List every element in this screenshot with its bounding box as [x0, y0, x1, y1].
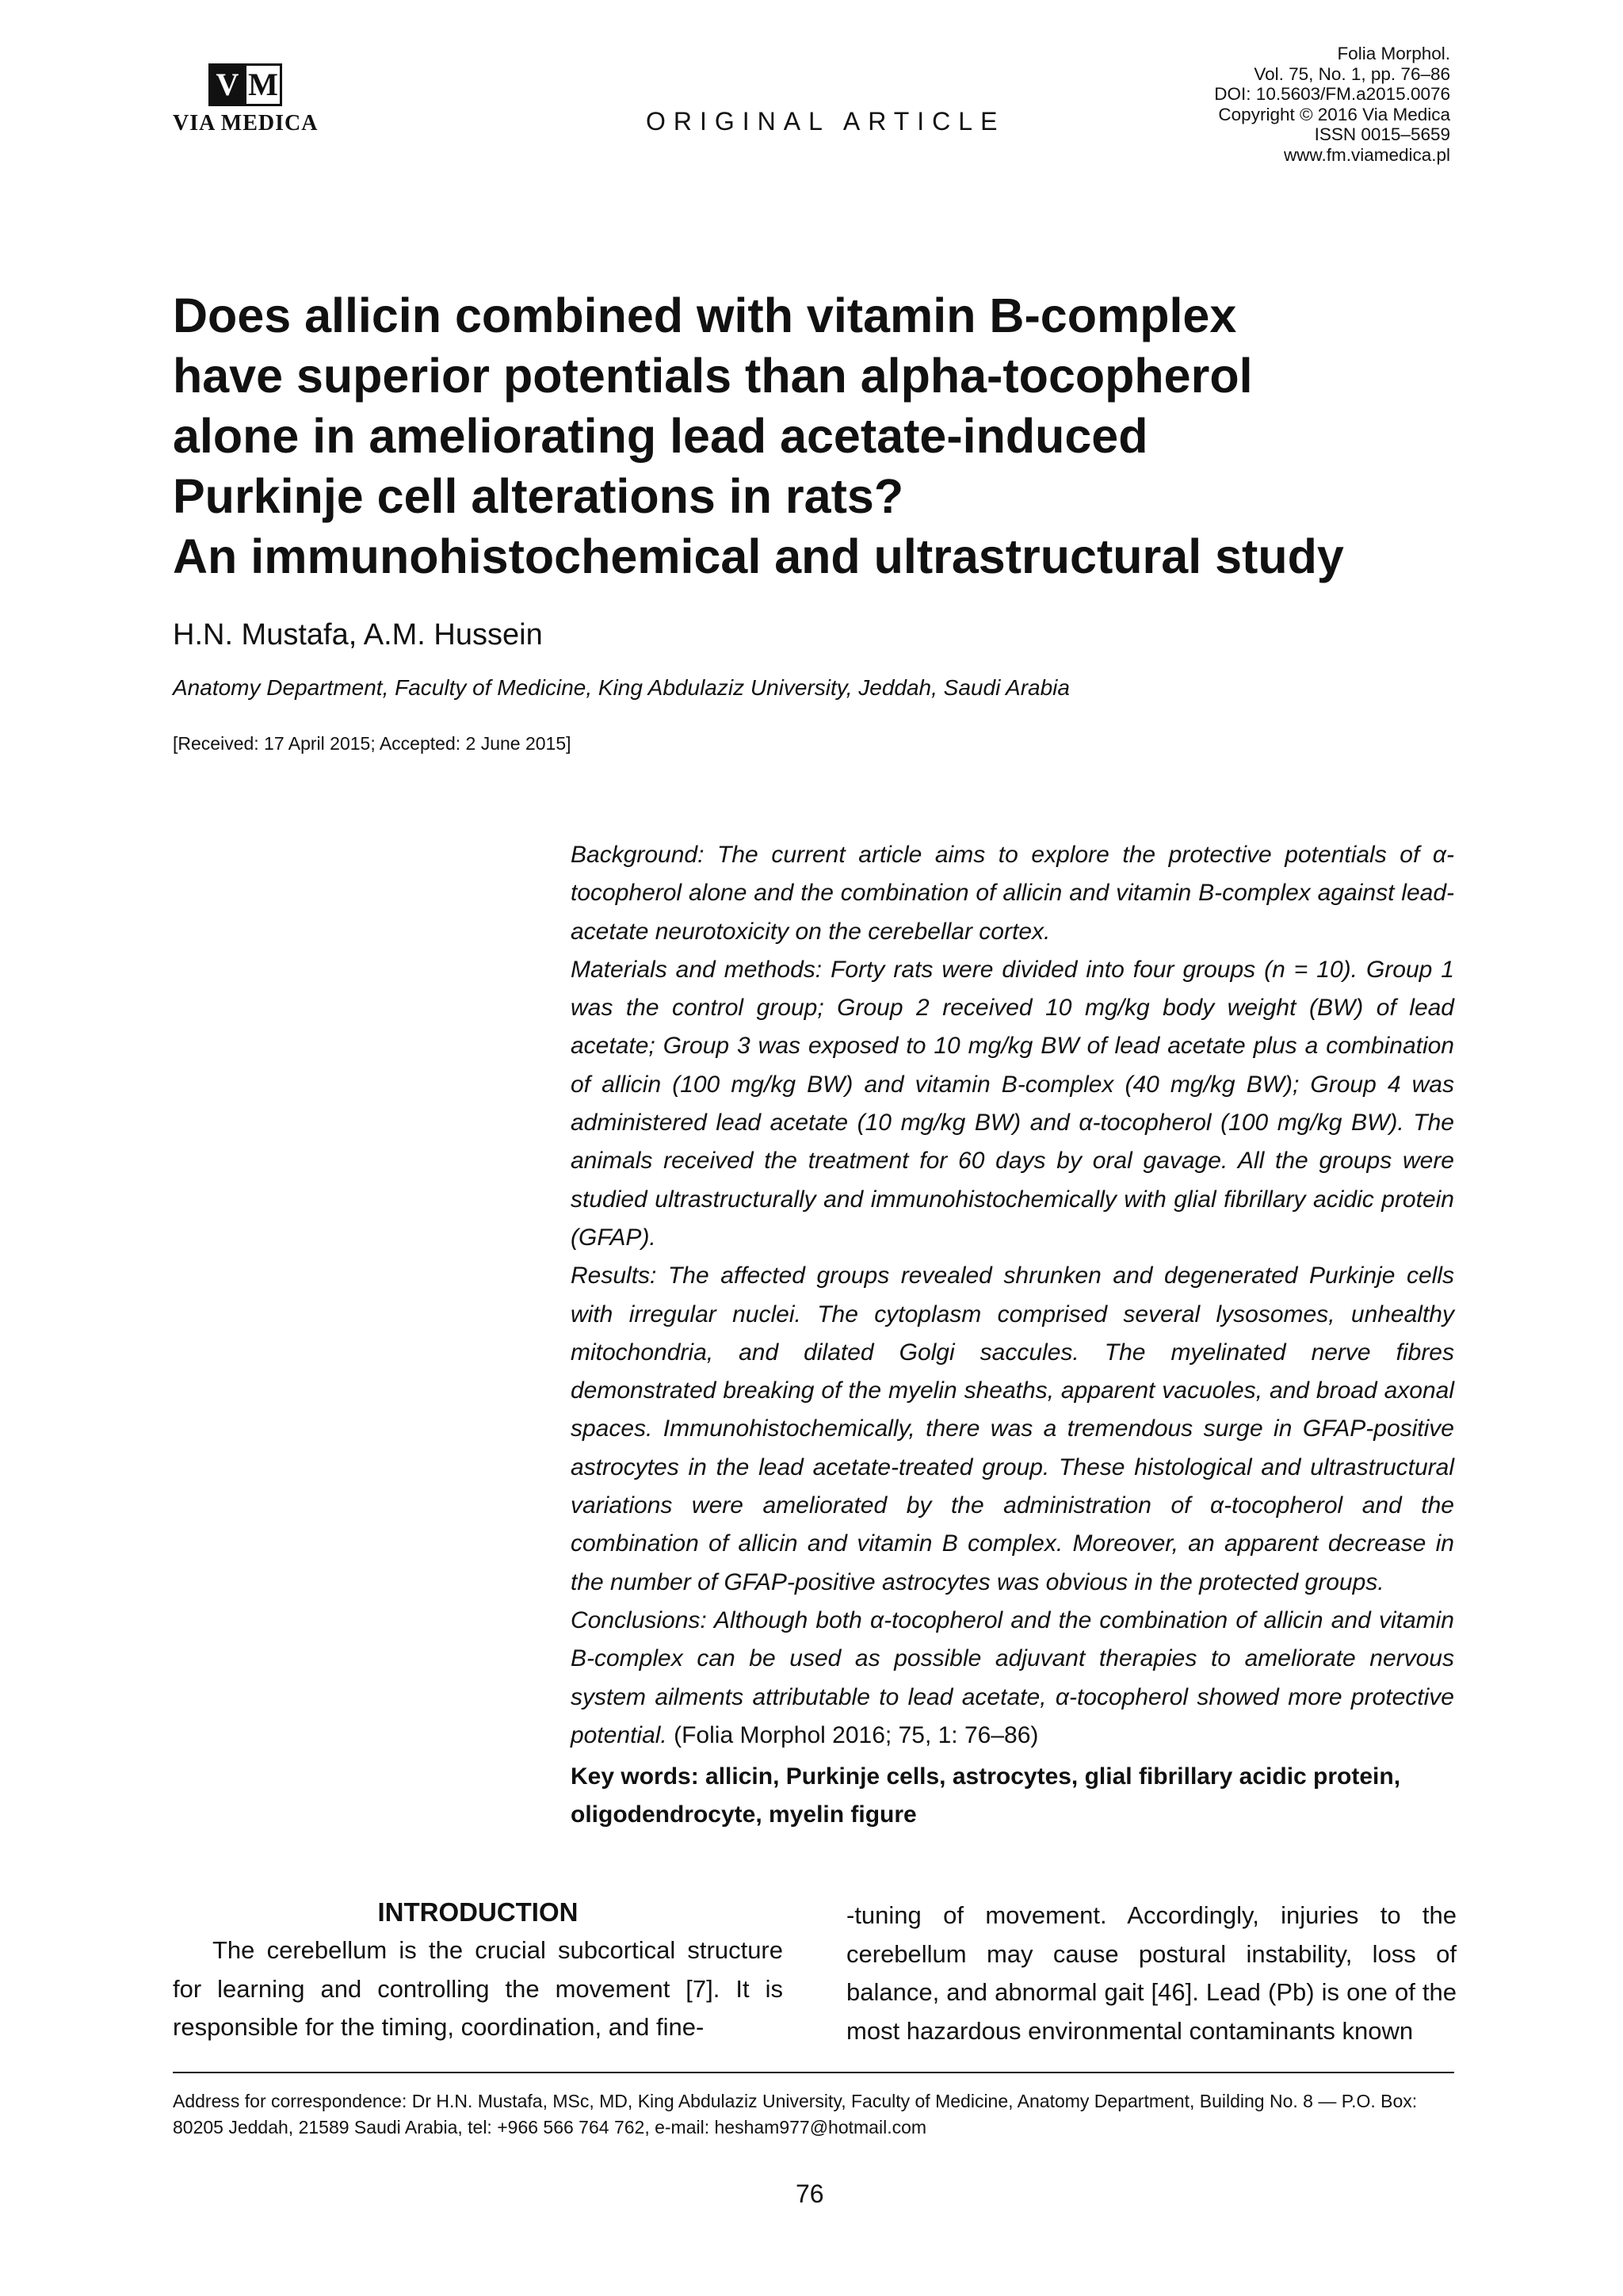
title-line: An immunohistochemical and ultrastructural study: [173, 529, 1344, 583]
journal-name: Folia Morphol.: [1337, 44, 1450, 63]
methods-text: Forty rats were divided into four groups (n = 10). Group 1 was the control group; Group 2 received 10 mg/kg body weight (BW) of lead acetate; Group 3 was exposed to 10 mg/kg BW of lead acetate plus a combination of allicin (100 mg/kg BW) and vitamin B-complex (40 mg/kg BW); Group 4 was administered lead acetate (10 mg/kg BW) and α-tocopherol (100 mg/kg BW). The animals received the treatment for 60 days by oral gavage. All the groups were studied ultrastructurally and immunohistochemically with glial fibrillary acidic protein (GFAP).: [571, 956, 1454, 1251]
affiliation: Anatomy Department, Faculty of Medicine, King Abdulaziz University, Jeddah, Saudi Arabia: [173, 675, 1070, 700]
publisher-name: VIA MEDICA: [173, 111, 319, 136]
logo-mark: [208, 63, 323, 106]
abstract-conclusions: [571, 1602, 1454, 1755]
keywords: Key words: allicin, Purkinje cells, astrocytes, glial fibrillary acidic protein, oligodendrocyte, myelin figure: [571, 1763, 1401, 1828]
background-text: The current article aims to explore the protective potentials of α-tocopherol alone and the combination of allicin and vitamin B-complex against lead-acetate neurotoxicity on the cerebellar cortex.: [571, 842, 1455, 945]
received-accepted-dates: [Received: 17 April 2015; Accepted: 2 June 2015]: [173, 733, 571, 754]
journal-issn: ISSN 0015–5659: [1314, 124, 1450, 144]
correspondence-address: Address for correspondence: Dr H.N. Mustafa, MSc, MD, King Abdulaziz University, Faculty of Medicine, Anatomy Department, Building No. 8 — P.O. Box: 80205 Jeddah, 21589 Saudi Arabia, tel: +966 566 764 762, e-mail: hesham977@hotmail.com: [173, 2091, 1418, 2137]
journal-info: [1214, 44, 1450, 165]
article-title: [173, 285, 1520, 586]
logo-letter-m: M: [244, 63, 282, 106]
intro-paragraph: The cerebellum is the crucial subcortical structure for learning and controlling the movement [7]. It is responsible for the timing, coordination, and fine-: [173, 1936, 783, 2041]
title-line: Purkinje cell alterations in rats?: [173, 469, 904, 523]
results-text: The affected groups revealed shrunken and degenerated Purkinje cells with irregular nuclei. The cytoplasm comprised several lysosomes, unhealthy mitochondria, and dilated Golgi saccules. The myelinated nerve fibres demonstrated breaking of the myelin sheaths, apparent vacuoles, and broad axonal spaces. Immunohistochemically, there was a tremendous surge in GFAP-positive astrocytes in the lead acetate-treated group. These histological and ultrastructural variations were ameliorated by the administration of α-tocopherol and the combination of allicin and vitamin B complex. Moreover, an apparent decrease in the number of GFAP-positive astrocytes was obvious in the protected groups.: [571, 1263, 1454, 1595]
title-line: alone in ameliorating lead acetate-induced: [173, 409, 1148, 463]
methods-label: Materials and methods:: [571, 956, 823, 983]
article-type-label: ORIGINAL ARTICLE: [646, 107, 1006, 136]
body-column-right: [846, 1897, 1457, 2050]
abstract-results: [571, 1257, 1454, 1602]
journal-copyright: Copyright © 2016 Via Medica: [1218, 104, 1450, 124]
background-label: Background:: [571, 842, 705, 868]
abstract-methods: [571, 951, 1454, 1257]
abstract-background: [571, 836, 1454, 951]
logo-letter-v: V: [208, 63, 246, 106]
section-heading-introduction: INTRODUCTION: [377, 1897, 579, 1927]
abstract-citation: (Folia Morphol 2016; 75, 1: 76–86): [674, 1721, 1039, 1748]
conclusions-text: Although both α-tocopherol and the combination of allicin and vitamin B-complex can be used as possible adjuvant therapies to ameliorate nervous system ailments attributable to lead acetate, α-tocopherol showed more protective potential.: [571, 1606, 1454, 1748]
journal-doi: DOI: 10.5603/FM.a2015.0076: [1214, 84, 1450, 104]
results-label: Results:: [571, 1263, 657, 1289]
footer-divider: [173, 2072, 1454, 2073]
journal-url: www.fm.viamedica.pl: [1283, 144, 1450, 165]
intro-paragraph-continued: -tuning of movement. Accordingly, injuries to the cerebellum may cause postural instability, loss of balance, and abnormal gait [46]. Lead (Pb) is one of the most hazardous environmental contaminants known: [846, 1901, 1457, 2045]
title-line: have superior potentials than alpha-tocopherol: [173, 349, 1253, 403]
authors: H.N. Mustafa, A.M. Hussein: [173, 618, 543, 651]
publisher-logo: [173, 63, 323, 136]
title-line: Does allicin combined with vitamin B-complex: [173, 288, 1237, 342]
abstract: [571, 836, 1454, 1755]
conclusions-label: Conclusions:: [571, 1606, 707, 1633]
body-column-left: [173, 1897, 783, 2047]
journal-volume: Vol. 75, No. 1, pp. 76–86: [1254, 63, 1450, 84]
page-number: 76: [796, 2179, 824, 2208]
